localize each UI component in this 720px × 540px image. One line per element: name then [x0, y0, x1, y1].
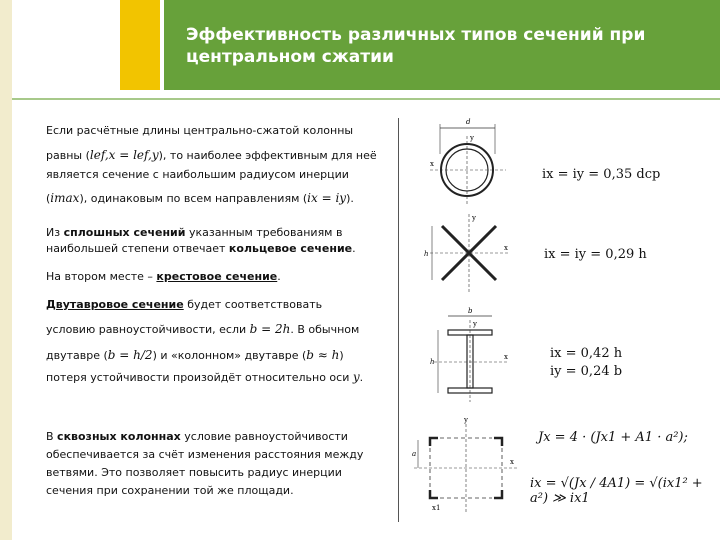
- p5-line3: ветвями. Это позволяет повысить радиус инерции: [46, 466, 342, 479]
- svg-text:x: x: [504, 244, 508, 252]
- p4-line3: двутавре (b = h/2) и «колонном» двутавре (b ≈ h): [46, 348, 344, 362]
- svg-text:a: a: [412, 450, 417, 458]
- ring-section-figure: [420, 114, 520, 206]
- svg-text:x: x: [510, 458, 514, 466]
- lattice-jx-formula: Jx = 4 · (Jx1 + A1 · a²);: [538, 430, 688, 445]
- svg-text:h: h: [430, 358, 435, 366]
- p4-line1: Двутавровое сечение будет соответствовать: [46, 298, 323, 311]
- p4-line2: условию равноустойчивости, если b = 2h. В обычном: [46, 322, 360, 336]
- ibeam-section-figure: [420, 304, 520, 404]
- p1-line1: Если расчётные длины центрально-сжатой колонны: [46, 124, 354, 137]
- svg-text:y: y: [464, 416, 468, 424]
- slide-title: Эффективность различных типов сечений при центральном сжатии: [186, 25, 646, 67]
- p5-line2: обеспечивается за счёт изменения расстояния между: [46, 448, 364, 461]
- p5-line1: В сквозных колоннах условие равноустойчивости: [46, 430, 348, 443]
- p1-line2: равны (lef,x = lef,y), то наиболее эффективным для неё: [46, 148, 377, 162]
- ring-radius-formula: ix = iy = 0,35 dср: [542, 167, 661, 182]
- svg-text:h: h: [424, 250, 429, 258]
- cross-radius-formula: ix = iy = 0,29 h: [544, 247, 647, 262]
- cross-section-figure: [420, 210, 520, 294]
- left-decor-strip: [0, 0, 12, 540]
- svg-text:b: b: [468, 307, 473, 315]
- p4-line4: потеря устойчивости произойдёт относительно оси y.: [46, 370, 364, 384]
- svg-text:x1: x1: [432, 504, 441, 512]
- header-divider: [12, 98, 720, 100]
- svg-text:x: x: [430, 160, 434, 168]
- svg-text:d: d: [466, 118, 471, 126]
- lattice-ix-formula: ix = √(Jx / 4A1) = √(ix1² + a²) ≫ ix1: [530, 476, 703, 506]
- p1-line3: является сечение с наибольшим радиусом инерции: [46, 168, 349, 181]
- p2-line1: Из сплошных сечений указанным требованиям в: [46, 226, 343, 239]
- p2-line2: наибольшей степени отвечает кольцевое сечение.: [46, 242, 356, 255]
- svg-text:y: y: [470, 134, 474, 142]
- ibeam-ix-formula: ix = 0,42 h: [550, 346, 623, 361]
- p1-line4: (imax), одинаковым по всем направлениям (ix = iy).: [46, 191, 354, 205]
- svg-text:x: x: [504, 353, 508, 361]
- column-divider: [398, 118, 399, 522]
- p3-line: На втором месте – крестовое сечение.: [46, 270, 281, 283]
- svg-text:y: y: [473, 320, 477, 328]
- p5-line4: сечения при сохранении той же площади.: [46, 484, 294, 497]
- ibeam-iy-formula: iy = 0,24 b: [550, 364, 623, 379]
- svg-text:y: y: [472, 214, 476, 222]
- accent-bar: [120, 0, 160, 90]
- lattice-section-figure: [410, 414, 522, 514]
